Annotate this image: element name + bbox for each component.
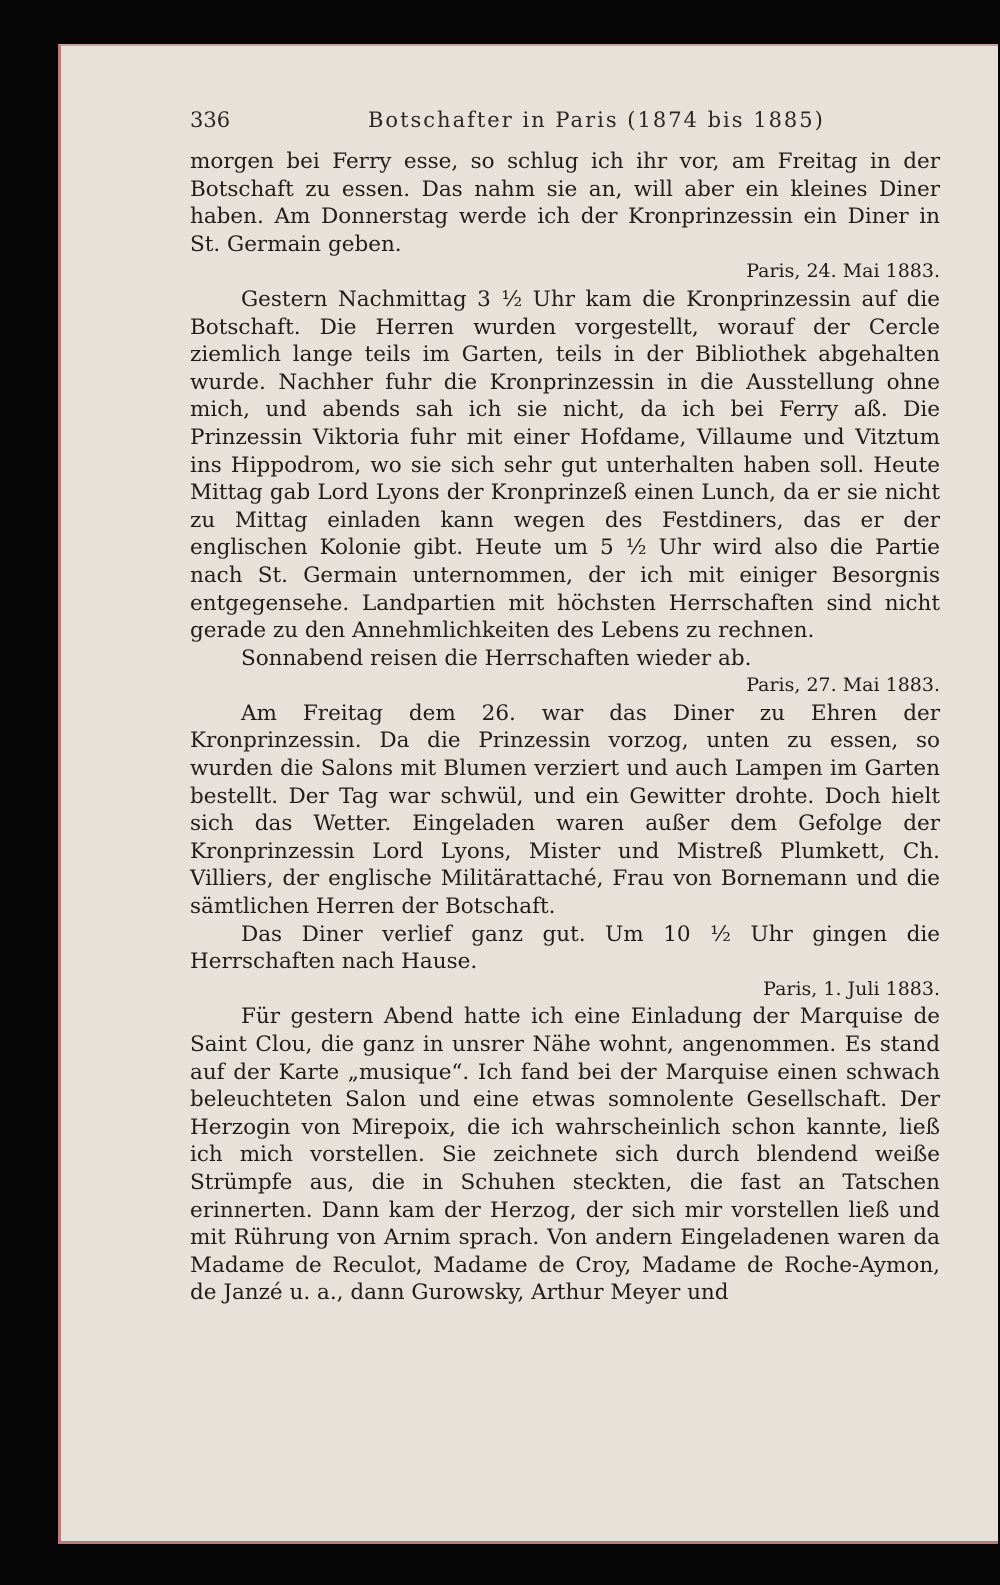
paragraph: Das Diner verlief ganz gut. Um 10 ½ Uhr gingen die Herrschaften nach Hause. [190,921,940,975]
continued-paragraph: morgen bei Ferry esse, so schlug ich ihr vor, am Freitag in der Botschaft zu essen. Das nahm sie an, will aber ein kleines Diner haben. Am Donnerstag werde ich der Kronprinzessin ein Diner in St. Germain geben. [190,149,940,257]
dateline: Paris, 24. Mai 1883. [746,260,940,283]
paragraph: Am Freitag dem 26. war das Diner zu Ehren der Kronprinzessin. Da die Prinzessin vorzog, unten zu essen, so wurden die Salons mit Blumen verziert und auch Lampen im Garten bestellt. Der Tag war schwül, und ein Gewitter drohte. Doch hielt sich das Wetter. Eingeladen waren außer dem Gefolge der Kronprinzessin Lord Lyons, Mister und Mistreß Plumkett, Ch. Villiers, der englische Militärattaché, Frau von Bornemann und die sämtlichen Herren der Botschaft. [190,700,940,920]
page-body [190,148,940,1307]
paragraph: Gestern Nachmittag 3 ½ Uhr kam die Kronprinzessin auf die Botschaft. Die Herren wurden vorgestellt, worauf der Cercle ziemlich lange teils im Garten, teils in der Bibliothek abgehalten wurde. Nachher fuhr die Kronprinzessin in die Ausstellung ohne mich, und abends sah ich sie nicht, da ich bei Ferry aß. Die Prinzessin Viktoria fuhr mit einer Hofdame, Villaume und Vitztum ins Hippodrom, wo sie sich sehr gut unterhalten haben soll. Heute Mittag gab Lord Lyons der Kronprinzeß einen Lunch, da er sie nicht zu Mittag einladen kann wegen des Festdiners, das er der englischen Kolonie gibt. Heute um 5 ½ Uhr wird also die Partie nach St. Germain unternommen, der ich mit einiger Besorgnis entgegensehe. Landpartien mit höchsten Herrschaften sind nicht gerade zu den Annehmlichkeiten des Lebens zu rechnen. [190,286,940,644]
page-number: 336 [190,108,231,132]
dateline: Paris, 27. Mai 1883. [746,674,940,697]
paragraph: Sonnabend reisen die Herrschaften wieder ab. [241,645,752,671]
dateline: Paris, 1. Juli 1883. [763,977,940,1000]
paragraph: Für gestern Abend hatte ich eine Einladung der Marquise de Saint Clou, die ganz in unsrer Nähe wohnt, angenommen. Es stand auf der Karte „musique“. Ich fand bei der Marquise einen schwach beleuchteten Salon und eine etwas somnolente Gesellschaft. Der Herzogin von Mirepoix, die ich wahrscheinlich schon kannte, ließ ich mich vorstellen. Sie zeichnete sich durch blendend weiße Strümpfe aus, die in Schuhen steckten, die fast an Tatschen erinnerten. Dann kam der Herzog, der sich mir vorstellen ließ und mit Rührung von Arnim sprach. Von andern Eingeladenen waren da Madame de Reculot, Madame de Croy, Madame de Roche-Aymon, de Janzé u. a., dann Gurowsky, Arthur Meyer und [190,1004,940,1306]
running-header [190,108,940,138]
letter-entry [190,976,940,1307]
letter-entry [190,672,940,976]
letter-entry [190,258,940,672]
running-title: Botschafter in Paris (1874 bis 1885) [368,108,825,132]
